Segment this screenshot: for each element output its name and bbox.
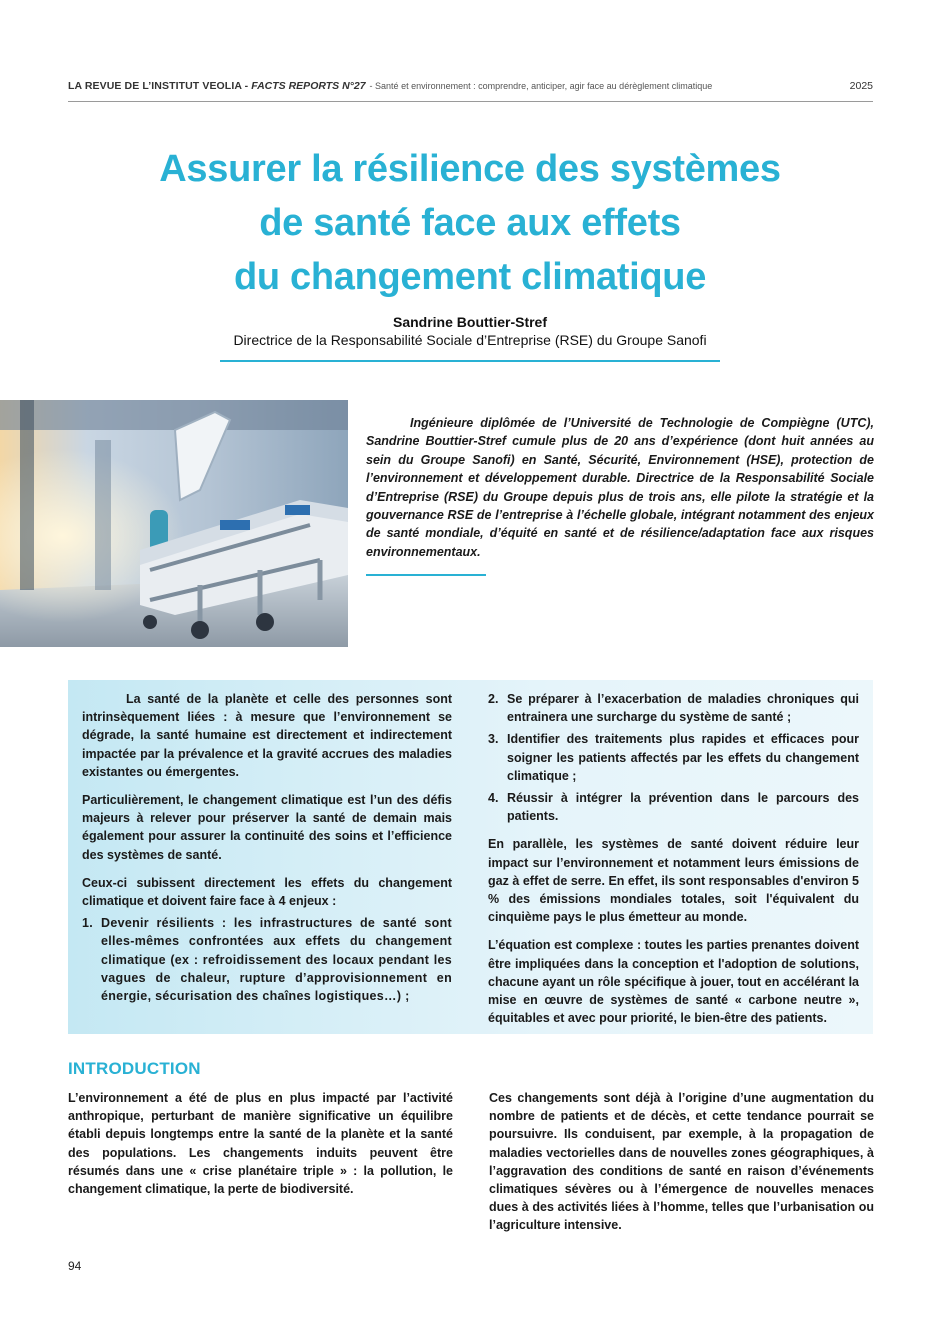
author-role: Directrice de la Responsabilité Sociale d’Entreprise (RSE) du Groupe Sanofi	[233, 332, 707, 348]
article-title	[80, 142, 860, 304]
abstract-box	[68, 680, 873, 1034]
list-text: Devenir résilients : les infrastructures de santé sont elles-mêmes confrontées aux effets du changement climatique (ex : refroidissement des locaux pendant les vagues de chaleur, rupture d’approvisionnement en énergie, sécurisation des chaînes logistiques…) ;	[101, 916, 452, 1004]
abstract-paragraph: La santé de la planète et celle des personnes sont intrinsèquement liées : à mesure que l’environnement se dégrade, la santé humaine est directement et indirectement impactée par la prévalence et la gravité accrues des maladies existantes ou émergentes.	[82, 692, 452, 779]
abstract-paragraph: L’équation est complexe : toutes les parties prenantes doivent être impliquées dans la conception et l'adoption de solutions, chacune ayant un rôle spécifique à jouer, tout en accélérant la mise en œuvre de systèmes de santé « carbone neutre », équitables et avec pour priorité, le bien-être des patients.	[488, 938, 859, 1026]
title-line: du changement climatique	[233, 256, 707, 298]
author-name: Sandrine Bouttier-Stref	[392, 314, 547, 330]
introduction-heading: INTRODUCTION	[68, 1059, 201, 1078]
list-text: Identifier des traitements plus rapides et efficaces pour soigner les patients affectés par les effets du changement climatique ;	[507, 732, 859, 783]
title-line: de santé face aux effets	[259, 202, 681, 244]
abstract-left-column	[82, 690, 452, 1009]
abstract-paragraph: En parallèle, les systèmes de santé doivent réduire leur impact sur l’environnement et notamment leurs émissions de gaz à effet de serre. En effet, ils sont responsables d'environ 5 % des émissions mondiales totales, soit l'équivalent du cinquième pays le plus émetteur au monde.	[488, 837, 859, 925]
list-number: 4.	[488, 791, 499, 806]
abstract-paragraph: Particulièrement, le changement climatique est l’un des défis majeurs à relever pour préserver la santé de demain mais également pour assurer la continuité des soins et l’efficience des systèmes de santé.	[82, 793, 452, 862]
challenges-list-continued	[488, 690, 859, 825]
issue-year: 2025	[849, 80, 873, 92]
list-item	[488, 690, 859, 726]
author-bio	[366, 414, 874, 561]
challenges-list	[82, 914, 452, 1005]
abstract-right-column	[488, 690, 859, 1037]
list-item	[82, 914, 452, 1005]
bio-divider	[366, 574, 486, 576]
introduction-paragraph: Ces changements sont déjà à l’origine d’une augmentation du nombre de patients et de décès, et cette tendance pourrait se poursuivre. Ils conduisent, par exemple, à la propagation de maladies vectorielles dans de nouvelles zones géographiques, à l’aggravation des conditions de santé en raison d’événements climatiques sévères ou à l’émergence de nouvelles menaces dues à des activités liées à l’homme, telles que l’urbanisation ou l’agriculture intensive.	[489, 1091, 874, 1233]
list-item	[488, 730, 859, 785]
running-header	[68, 80, 873, 102]
introduction-paragraph: L’environnement a été de plus en plus impacté par l’activité anthropique, perturbant de manière significative un équilibre établi depuis longtemps entre la santé de la planète et la santé des populations. Les changements induits peuvent être résumés dans une « crise planétaire triple » : la pollution, le changement climatique, la perte de biodiversité.	[68, 1091, 453, 1197]
series-name: FACTS REPORTS N°27	[251, 80, 366, 92]
list-number: 3.	[488, 732, 499, 747]
bio-text: Ingénieure diplômée de l’Université de Technologie de Compiègne (UTC), Sandrine Bouttier-Stref cumule plus de 20 ans d’expérience (dont huit années au sein du Groupe Sanofi) en Santé, Sécurité, Environnement (HSE), protection de l’environnement et développement durable. Directrice de la Responsabilité Sociale d’Entreprise (RSE) du Groupe depuis plus de trois ans, elle pilote la stratégie et la gouvernance RSE de l’entreprise à l’échelle globale, intégrant notamment des enjeux de santé mondiale, d’équité en santé et de résilience/adaptation face aux risques environnementaux.	[366, 416, 874, 559]
list-text: Se préparer à l’exacerbation de maladies chroniques qui entrainera une surcharge du système de santé ;	[507, 692, 859, 725]
author-divider	[220, 360, 720, 362]
title-line: Assurer la résilience des systèmes	[159, 148, 781, 190]
page-number: 94	[68, 1259, 82, 1273]
list-number: 2.	[488, 692, 499, 706]
issue-subtitle: - Santé et environnement : comprendre, anticiper, agir face au dérèglement climatique	[369, 81, 713, 91]
list-text: Réussir à intégrer la prévention dans le parcours des patients.	[507, 791, 859, 824]
list-item	[488, 789, 859, 825]
journal-name: LA REVUE DE L’INSTITUT VEOLIA -	[68, 80, 252, 92]
abstract-paragraph: Ceux-ci subissent directement les effets du changement climatique et doivent faire face à 4 enjeux :	[82, 875, 452, 909]
hospital-bed-photo	[0, 400, 348, 647]
list-number: 1.	[82, 916, 94, 931]
